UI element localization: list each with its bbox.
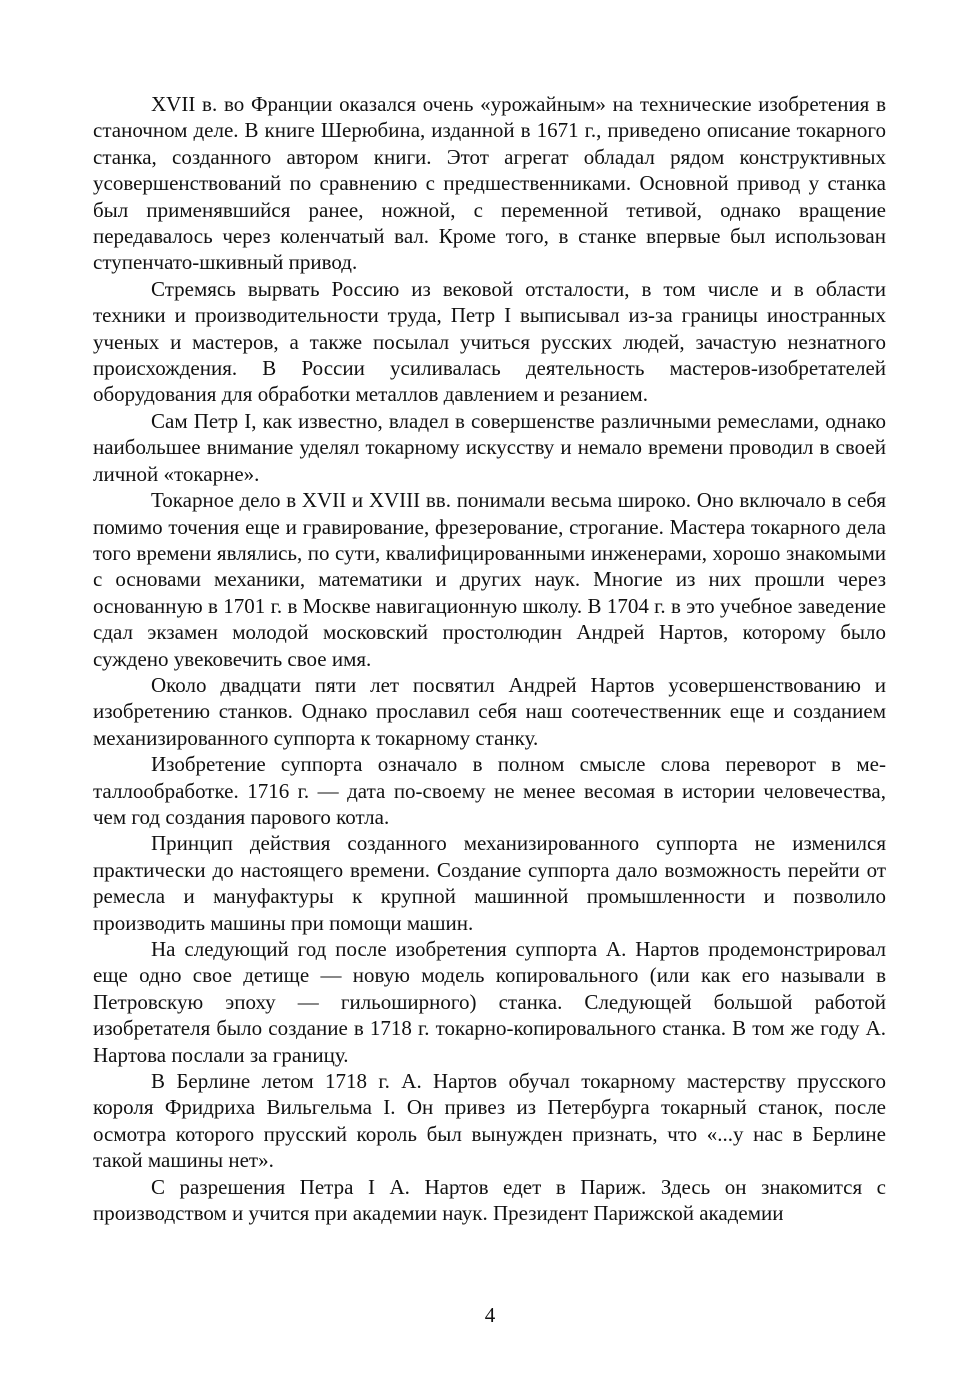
paragraph: Около двадцати пяти лет посвятил Андрей Нартов усовершенствованию и изобретению станков. Однако прославил себя наш соотечественник еще и созданием механизированного суппорта к токарному станку. [93,672,886,750]
paragraph: Токарное дело в XVII и XVIII вв. понимали весьма широко. Оно включало в себя помимо точения еще и гравирование, фрезерование, строгание. Мастера токарного дела того времени являлись, по сути, квалифицированными инженерами, хорошо знакомыми с основами механики, математики и других наук. Многие из них прошли через основанную в 1701 г. в Москве навигационную школу. В 1704 г. в это учебное заведение сдал экзамен молодой московский простолюдин Андрей Нартов, которому было суждено увековечить свое имя. [93,488,886,671]
paragraph: На следующий год после изобретения суппорта А. Нартов продемонстрировал еще одно свое детище — новую модель копировального (или как его называли в Петровскую эпоху — гильоширного) станка. Следующей большой работой изобретателя было создание в 1718 г. токарно-копировального станка. В том же году А. Нартова послали за границу. [93,937,886,1067]
paragraph: Принцип действия созданного механизированного суппорта не изменился практически до настоящего времени. Создание суппорта дало возможность перейти от ремесла и мануфактуры к крупной машинной промышленности и позволило производить машины при помощи машин. [93,831,886,935]
paragraph: XVII в. во Франции оказался очень «урожайным» на технические изобретения в станочном деле. В книге Шерюбина, изданной в 1671 г., приведено описание токарного станка, созданного автором книги. Этот агрегат обладал рядом конструктивных усовершенствований по сравнению с предшественниками. Основной привод у станка был применявшийся ранее, ножной, с переменной тетивой, однако вращение передавалось через коленчатый вал. Кроме того, в станке впервые был использован ступенчато-шкивный привод. [93,92,886,275]
paragraph: Изобретение суппорта означало в полном смысле слова переворот в металлообработке. 1716 г. — дата по-своему не менее весомая в истории человечества, чем год создания парового котла. [93,752,886,829]
paragraph: Стремясь вырвать Россию из вековой отсталости, в том числе и в области техники и производительности труда, Петр I выписывал из-за границы иностранных ученых и мастеров, а также посылал учиться русских людей, зачастую незнатного происхождения. В России усиливалась деятельность мастеров-изобретателей оборудования для обработки металлов давлением и резанием. [93,276,886,407]
page-number: 4 [484,1303,496,1327]
paragraph: В Берлине летом 1718 г. А. Нартов обучал токарному мастерству прусского короля Фридриха Вильгельма I. Он привез из Петербурга токарный станок, после осмотра которого прусский король был вынужден признать, что «...у нас в Берлине такой машины нет». [93,1069,886,1173]
paragraph: Сам Петр I, как известно, владел в совершенстве различными ремеслами, однако наибольшее внимание уделял токарному искусству и немало времени проводил в своей личной «токарне». [93,408,886,486]
paragraph: С разрешения Петра I А. Нартов едет в Париж. Здесь он знакомится с производством и учится при академии наук. Президент Парижской академии [93,1174,886,1226]
page-body [93,91,886,1226]
